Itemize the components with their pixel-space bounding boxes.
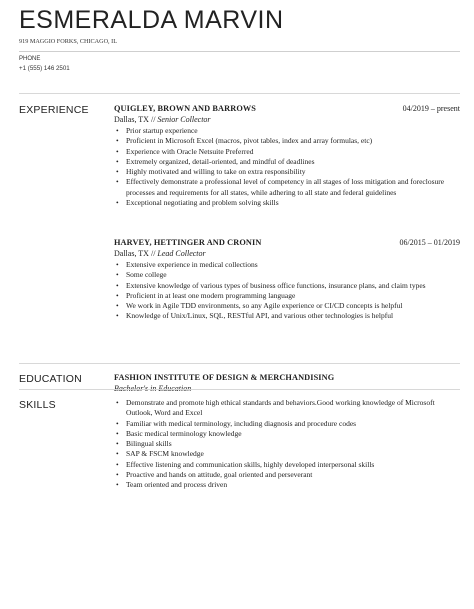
- job-separator: //: [150, 249, 156, 258]
- job-role: Lead Collector: [157, 249, 206, 258]
- candidate-name: ESMERALDA MARVIN: [19, 6, 284, 34]
- skills-rule: [19, 389, 460, 390]
- list-item: • Prior startup experience: [114, 126, 460, 136]
- education-divider: [19, 363, 460, 364]
- experience-heading: EXPERIENCE: [19, 104, 89, 116]
- job-location-role: [114, 115, 460, 124]
- list-item: • Exceptional negotiating and problem solving skills: [114, 198, 460, 208]
- list-item: • Extensive knowledge of various types of business office functions, insurance plans, and claim types: [114, 281, 460, 291]
- job-dates: 04/2019 – present: [402, 104, 460, 113]
- list-item: • Extremely organized, detail-oriented, and mindful of deadlines: [114, 157, 460, 167]
- skills-heading: SKILLS: [19, 399, 56, 411]
- list-item: • Proficient in Microsoft Excel (macros, pivot tables, index and array formulas, etc): [114, 136, 460, 146]
- list-item: • Highly motivated and willing to take on extra responsibility: [114, 167, 460, 177]
- list-item: • Extensive experience in medical collections: [114, 260, 460, 270]
- job-separator: //: [150, 115, 156, 124]
- list-item: • Experience with Oracle Netsuite Preferred: [114, 147, 460, 157]
- degree: Bachelor's in Education: [114, 384, 192, 393]
- job-company: QUIGLEY, BROWN AND BARROWS: [114, 104, 256, 113]
- experience-divider: [19, 93, 460, 94]
- list-item: • Basic medical terminology knowledge: [114, 429, 460, 439]
- job-bullets: [114, 126, 460, 208]
- job-role: Senior Collector: [157, 115, 211, 124]
- school-name: FASHION INSTITUTE OF DESIGN & MERCHANDISING: [114, 373, 335, 382]
- job-entry: [114, 238, 460, 322]
- list-item: • Effectively demonstrate a professional level of competency in all stages of loss mitigation and foreclosure processes and requirements for all states, while adhering to all state and federal guidelines: [114, 177, 460, 198]
- list-item: • SAP & FSCM knowledge: [114, 449, 460, 459]
- list-item: • Familiar with medical terminology, including diagnosis and procedure codes: [114, 419, 460, 429]
- list-item: • Proactive and hands on attitude, goal oriented and perseverant: [114, 470, 460, 480]
- skills-entry: [114, 396, 460, 491]
- job-dates: 06/2015 – 01/2019: [399, 238, 460, 247]
- job-company: HARVEY, HETTINGER AND CRONIN: [114, 238, 262, 247]
- job-location: Dallas, TX: [114, 249, 149, 258]
- list-item: • Proficient in at least one modern programming language: [114, 291, 460, 301]
- phone-label: PHONE: [19, 56, 41, 62]
- education-entry: [114, 373, 460, 393]
- list-item: • Knowledge of Unix/Linux, SQL, RESTful API, and various other technologies is helpful: [114, 311, 460, 321]
- list-item: • Effective listening and communication skills, highly developed interpersonal skills: [114, 460, 460, 470]
- job-bullets: [114, 260, 460, 322]
- phone-number: +1 (555) 146 2501: [19, 65, 70, 72]
- skills-list: [114, 398, 460, 491]
- list-item: • We work in Agile TDD environments, so any Agile experience or CI/CD concepts is helpful: [114, 301, 460, 311]
- list-item: • Team oriented and process driven: [114, 480, 460, 490]
- list-item: • Bilingual skills: [114, 439, 460, 449]
- job-entry: [114, 104, 460, 208]
- job-location: Dallas, TX: [114, 115, 149, 124]
- address: 919 MAGGIO FORKS, CHICAGO, IL: [19, 38, 117, 45]
- list-item: • Demonstrate and promote high ethical standards and behaviors.Good working knowledge of Microsoft Outlook, Word and Excel: [114, 398, 460, 419]
- header-divider: [19, 51, 460, 52]
- job-location-role: [114, 249, 460, 258]
- education-heading: EDUCATION: [19, 373, 82, 385]
- list-item: • Some college: [114, 270, 460, 280]
